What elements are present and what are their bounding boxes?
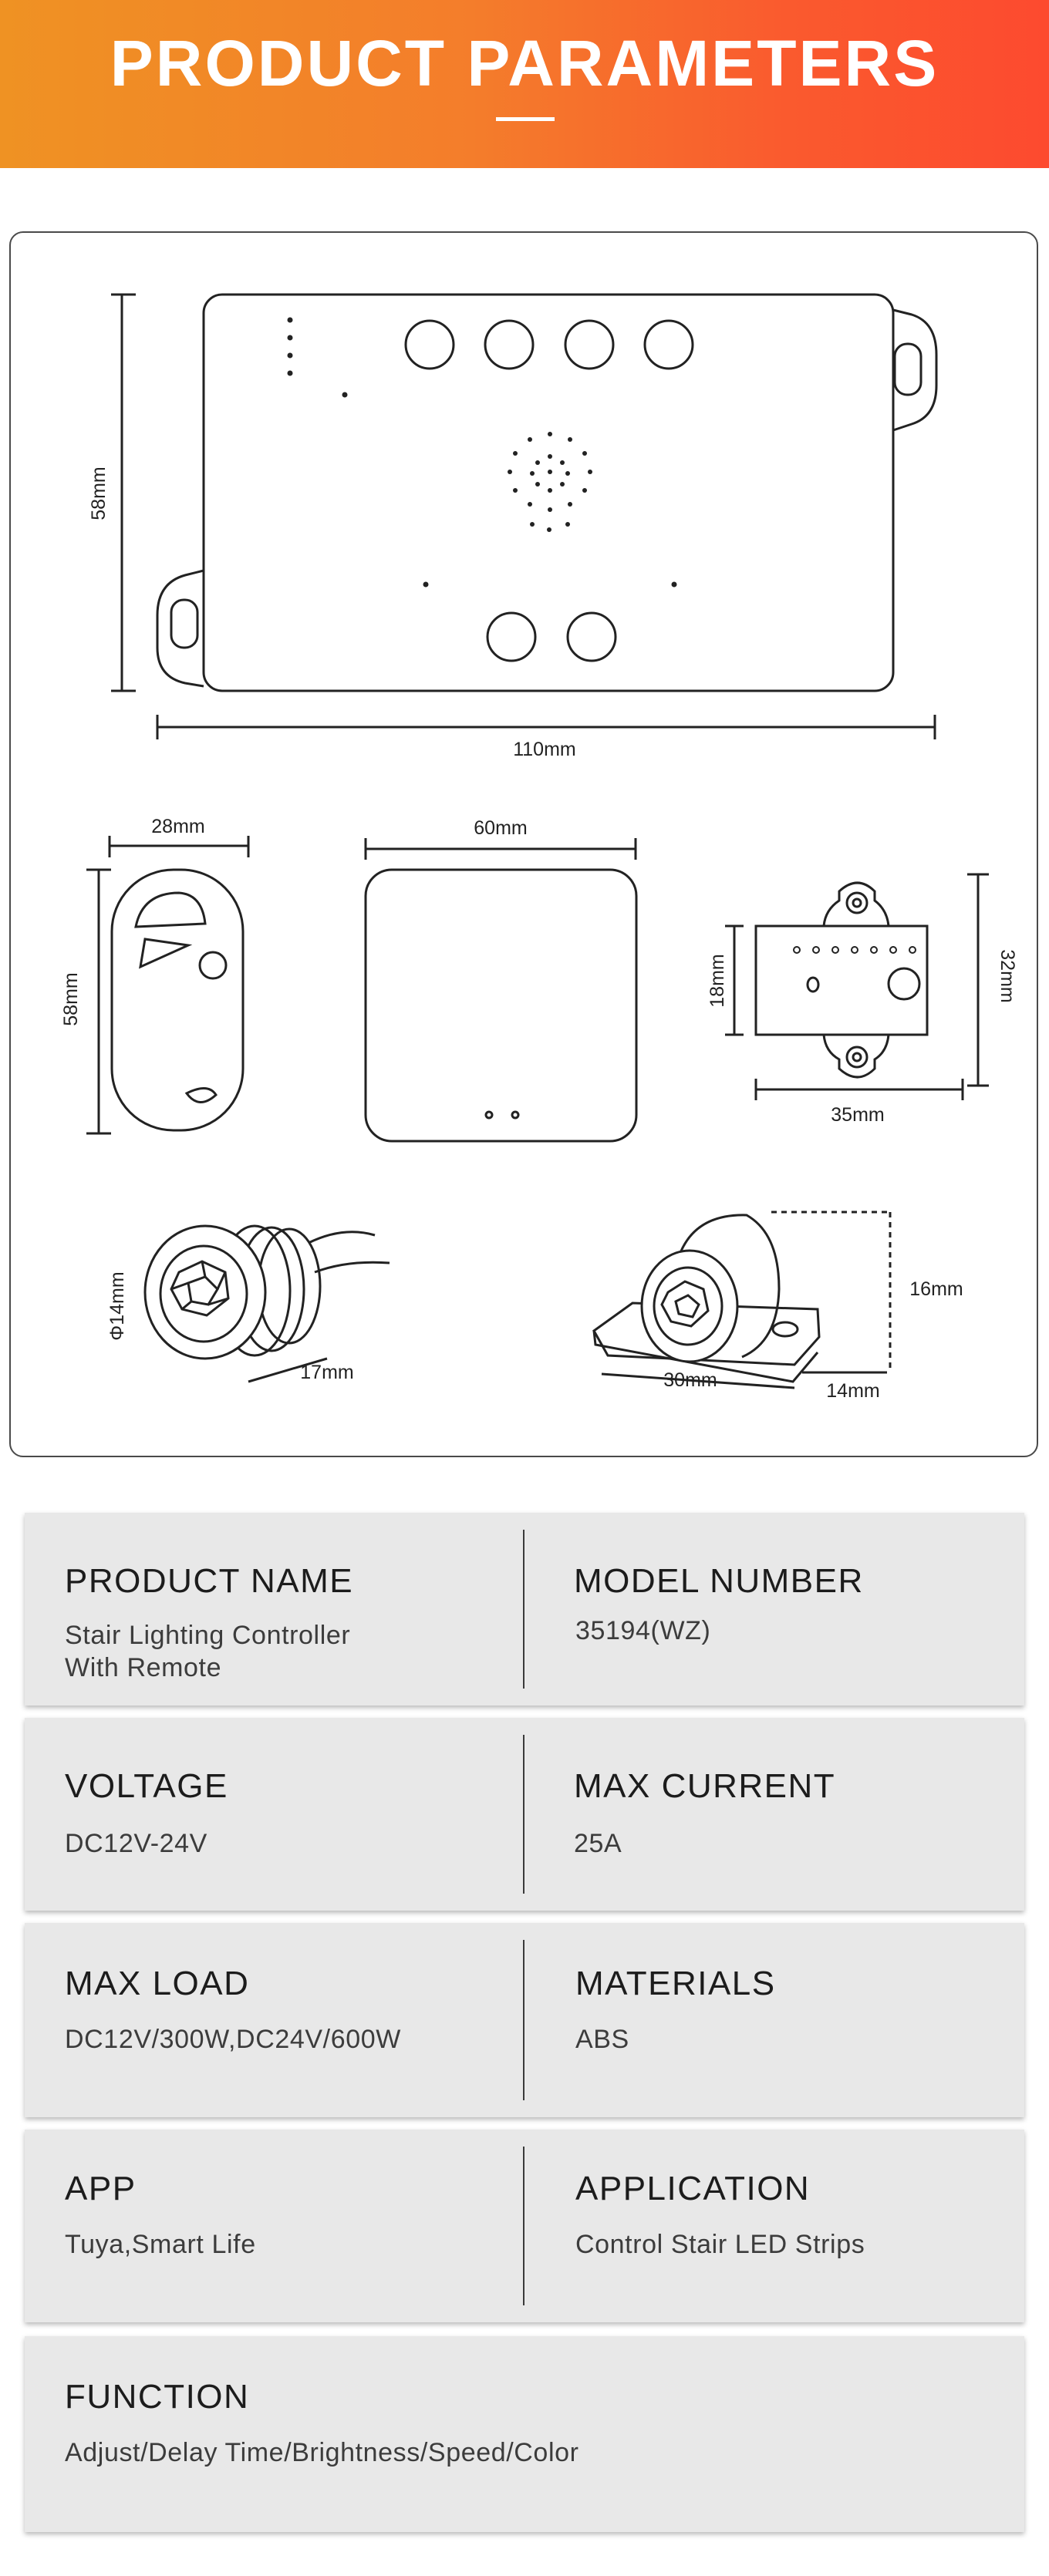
spec-card-app [25,2130,1024,2322]
mount-sensor-depth-label: 14mm [826,1380,880,1402]
model-number-value: 35194(WZ) [575,1616,711,1645]
remote-outline [112,870,243,1130]
remote-height-label: 58mm [60,972,82,1026]
materials-label: MATERIALS [575,1965,776,2002]
wifi-module-width-label: 60mm [474,817,528,839]
product-name-label: PRODUCT NAME [65,1562,354,1600]
receiver-outline [756,883,927,1077]
receiver-inner-height-label: 18mm [707,954,728,1008]
model-number-label: MODEL NUMBER [574,1562,864,1600]
spec-card-electrical [25,1718,1024,1911]
round-sensor-diameter-label: Φ14mm [106,1271,128,1341]
receiver-outer-height-label: 32mm [997,949,1018,1003]
max-current-label: MAX CURRENT [574,1767,836,1805]
mount-sensor-width-label: 30mm [663,1369,717,1391]
spec-card-product [25,1513,1024,1706]
spec-divider [523,1530,524,1689]
max-load-value: DC12V/300W,DC24V/600W [65,2025,401,2054]
voltage-label: VOLTAGE [65,1767,228,1805]
page-title: PRODUCT PARAMETERS [110,27,939,99]
voltage-value: DC12V-24V [65,1829,207,1858]
remote-width-label: 28mm [151,816,205,837]
round-sensor-outline [145,1226,390,1359]
wifi-module-outline [366,870,636,1141]
function-value: Adjust/Delay Time/Brightness/Speed/Color [65,2438,579,2467]
receiver-leds [794,947,916,953]
product-name-value-line2: With Remote [65,1653,222,1682]
function-label: FUNCTION [65,2378,250,2416]
spec-card-load [25,1923,1024,2117]
app-label: APP [65,2170,137,2207]
application-value: Control Stair LED Strips [575,2230,865,2259]
spec-divider [523,2147,524,2305]
product-name-value-line1: Stair Lighting Controller [65,1621,351,1650]
round-sensor-length-label: 17mm [300,1362,354,1383]
spec-card-function [25,2336,1024,2532]
max-current-value: 25A [574,1829,622,1858]
spec-divider [523,1735,524,1894]
controller-dots [288,318,677,588]
spec-divider [523,1940,524,2100]
controller-width-label: 110mm [513,739,576,760]
app-value: Tuya,Smart Life [65,2230,256,2259]
mount-sensor-outline [594,1215,819,1382]
controller-height-label: 58mm [88,466,110,520]
materials-value: ABS [575,2025,629,2054]
application-label: APPLICATION [575,2170,811,2207]
controller-outline [157,295,936,691]
max-load-label: MAX LOAD [65,1965,250,2002]
mount-sensor-height-label: 16mm [909,1278,963,1300]
receiver-width-label: 35mm [831,1104,885,1126]
